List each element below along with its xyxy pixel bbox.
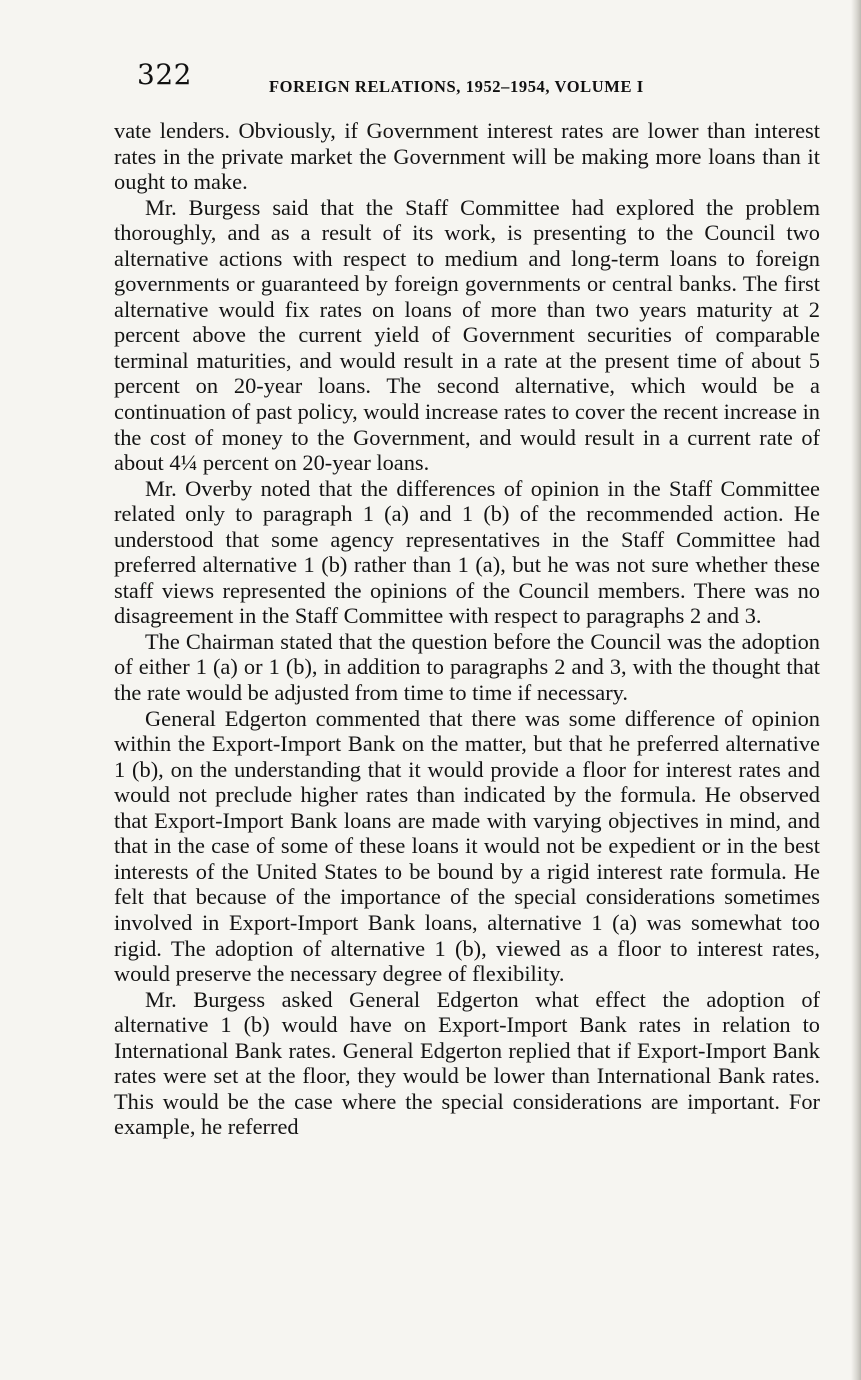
body-text — [114, 118, 820, 1140]
page-number: 322 — [137, 58, 192, 91]
paragraph-continued: vate lenders. Obviously, if Government interest rates are lower than interest rates in the private market the Government will be making more loans than it ought to make. — [114, 118, 820, 195]
paragraph-burgess-staff-committee: Mr. Burgess said that the Staff Committee had explored the problem thoroughly, and as a result of its work, is presenting to the Council two alternative actions with respect to medium and long-term loans to foreign governments or guaranteed by foreign governments or central banks. The first alternative would fix rates on loans of more than two years maturity at 2 percent above the current yield of Government securities of comparable terminal maturities, and would result in a rate at the present time of about 5 percent on 20-year loans. The second alternative, which would be a continuation of past policy, would increase rates to cover the recent increase in the cost of money to the Government, and would result in a current rate of about 4¼ percent on 20-year loans. — [114, 194, 820, 476]
running-head: FOREIGN RELATIONS, 1952–1954, VOLUME I — [269, 77, 644, 96]
page-header — [137, 58, 697, 98]
paragraph-overby: Mr. Overby noted that the differences of opinion in the Staff Committee related only to paragraph 1 (a) and 1 (b) of the recommended action. He understood that some agency representatives in the Staff Committee had preferred alternative 1 (b) rather than 1 (a), but he was not sure whether these staff views represented the opinions of the Council members. There was no disagreement in the Staff Committee with respect to paragraphs 2 and 3. — [114, 475, 820, 629]
paragraph-edgerton: General Edgerton commented that there was some difference of opinion within the Export-Import Bank on the matter, but that he preferred alternative 1 (b), on the understanding that it would provide a floor for interest rates and would not preclude higher rates than indicated by the formula. He observed that Export-Import Bank loans are made with varying objectives in mind, and that in the case of some of these loans it would not be expedient or in the best interests of the United States to be bound by a rigid interest rate formula. He felt that because of the importance of the special considerations sometimes involved in Export-Import Bank loans, alternative 1 (a) was somewhat too rigid. The adoption of alternative 1 (b), viewed as a floor to interest rates, would preserve the necessary degree of flexibility. — [114, 705, 820, 987]
paragraph-chairman: The Chairman stated that the question before the Council was the adoption of either 1 (a) or 1 (b), in addition to paragraphs 2 and 3, with the thought that the rate would be adjusted from time to time if necessary. — [114, 628, 820, 706]
paragraph-burgess-question: Mr. Burgess asked General Edgerton what effect the adoption of alternative 1 (b) would have on Export-Import Bank rates in relation to International Bank rates. General Edgerton replied that if Export-Import Bank rates were set at the floor, they would be lower than International Bank rates. This would be the case where the special considerations are important. For example, he referred — [114, 986, 820, 1140]
page-edge-shadow — [851, 0, 861, 1380]
